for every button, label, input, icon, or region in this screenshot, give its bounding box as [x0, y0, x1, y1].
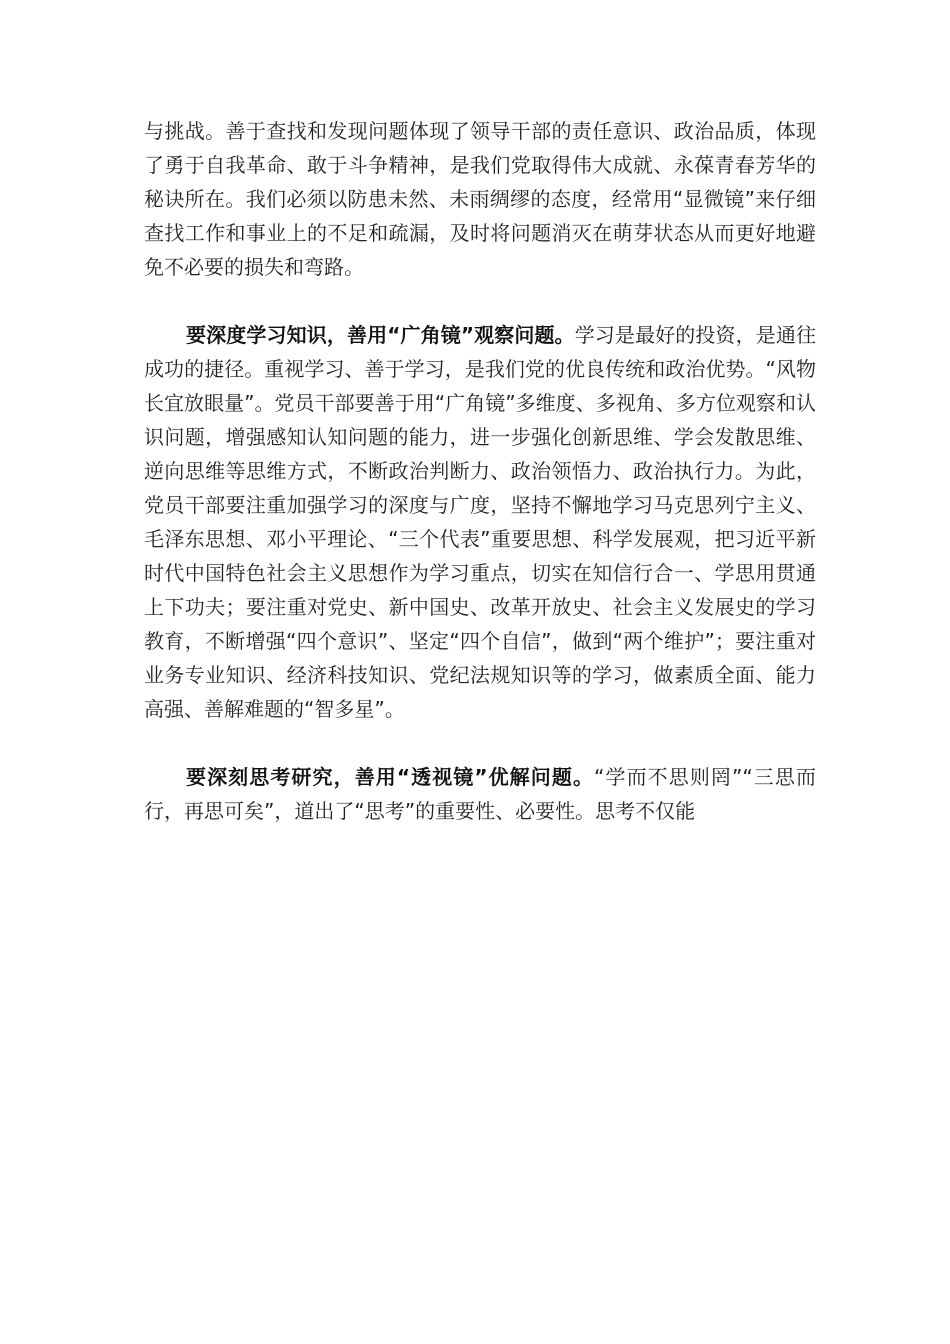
paragraph-1-text: 与挑战。善于查找和发现问题体现了领导干部的责任意识、政治品质，体现了勇于自我革命、敢于斗争精神，是我们党取得伟大成就、永葆青春芳华的秘诀所在。我们必须以防患未然、未雨绸缪的态度，经常用“显微镜”来仔细查找工作和事业上的不足和疏漏，及时将问题消灭在萌芽状态从而更好地避免不必要的损失和弯路。	[144, 119, 816, 279]
paragraph-2-text: 学习是最好的投资，是通往成功的捷径。重视学习、善于学习，是我们党的优良传统和政治优势。“风物长宜放眼量”。党员干部要善于用“广角镜”多维度、多视角、多方位观察和认识问题，增强感知认知问题的能力，进一步强化创新思维、学会发散思维、逆向思维等思维方式，不断政治判断力、政治领悟力、政治执行力。为此，党员干部要注重加强学习的深度与广度，坚持不懈地学习马克思列宁主义、毛泽东思想、邓小平理论、“三个代表”重要思想、科学发展观，把习近平新时代中国特色社会主义思想作为学习重点，切实在知信行合一、学思用贯通上下功夫；要注重对党史、新中国史、改革开放史、社会主义发展史的学习教育，不断增强“四个意识”、坚定“四个自信”，做到“两个维护”；要注重对业务专业知识、经济科技知识、党纪法规知识等的学习，做素质全面、能力高强、善解难题的“智多星”。	[144, 323, 817, 721]
paragraph-3-lead: 要深刻思考研究，善用“透视镜”优解问题。	[186, 765, 595, 789]
document-body	[144, 114, 816, 862]
paragraph-1	[144, 114, 816, 284]
paragraph-2-lead: 要深度学习知识，善用“广角镜”观察问题。	[186, 323, 575, 347]
paragraph-3	[144, 760, 816, 828]
paragraph-3-text: “学而不思则罔”“三思而行，再思可矣”，道出了“思考”的重要性、必要性。思考不仅能	[144, 765, 816, 823]
paragraph-2	[144, 318, 816, 726]
